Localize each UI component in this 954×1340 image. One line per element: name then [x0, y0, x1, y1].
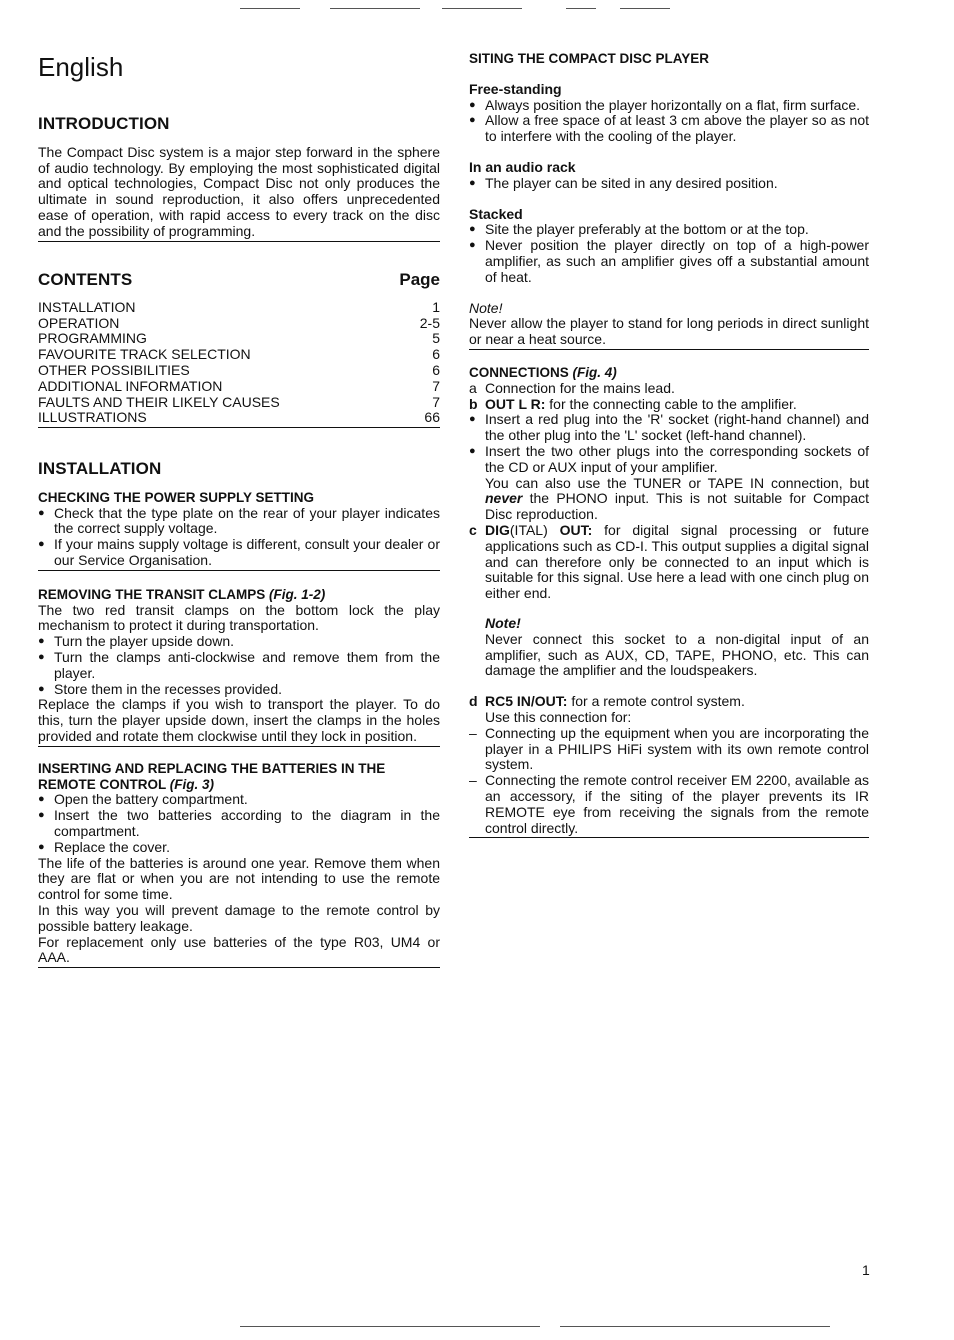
list-item: ● Site the player preferably at the bottom or at the top.	[469, 222, 869, 238]
list-item: ● Store them in the recesses provided.	[38, 682, 440, 698]
list-item: ● Check that the type plate on the rear of your player indicates the correct supply voltage.	[38, 506, 440, 538]
contents-row	[38, 331, 440, 347]
item-label-paren: (ITAL)	[509, 521, 548, 538]
list-item: ● Insert a red plug into the 'R' socket (right-hand channel) and the other plug into the 'L' socket (left-hand channel).	[469, 412, 869, 444]
transit-clamps-heading	[38, 587, 440, 603]
item-label: DIG	[485, 521, 510, 538]
item-text: for the connecting cable to the amplifier.	[549, 395, 797, 412]
item-text: for digital signal processing or future applications such as CD-I. This output supplies a digital signal and can therefore only be connected to an input which is suitable for this signal. Use here a lead with one cinch plug on either end.	[485, 521, 869, 602]
stacked-heading: Stacked	[469, 205, 523, 222]
batteries-list	[38, 792, 440, 855]
extra-text: the PHONO input. This is not suitable for Compact Disc reproduction.	[485, 490, 870, 523]
list-item: ● If your mains supply voltage is different, consult your dealer or our Service Organisation.	[38, 537, 440, 569]
contents-item-page: 6	[432, 361, 440, 378]
extra-text: You can also use the TUNER or TAPE IN connection, but	[485, 474, 869, 491]
connection-item-c	[469, 523, 869, 602]
item-letter: c	[469, 521, 477, 538]
batteries-heading	[38, 761, 440, 793]
audio-rack-heading: In an audio rack	[469, 158, 576, 175]
contents-item-title: INSTALLATION	[38, 298, 136, 315]
stacked-list	[469, 222, 869, 285]
connection-b-extra	[469, 476, 869, 523]
connection-item-d	[469, 694, 869, 710]
item-label: OUT L R:	[485, 395, 546, 412]
batteries-title: INSERTING AND REPLACING THE BATTERIES IN THE REMOTE CONTROL	[38, 760, 386, 792]
contents-item-page: 66	[424, 409, 440, 426]
free-standing-heading: Free-standing	[469, 80, 562, 97]
contents-item-page: 7	[432, 377, 440, 394]
connection-d-sub: Use this connection for:	[485, 708, 632, 725]
contents-row	[38, 379, 440, 395]
siting-note-text: Never allow the player to stand for long periods in direct sunlight or near a heat source.	[469, 316, 869, 350]
transit-clamps-list	[38, 634, 440, 697]
item-letter: d	[469, 693, 478, 710]
list-item: – Connecting the remote control receiver EM 2200, available as an accessory, if the siting of the player prevents its IR REMOTE eye from receiving the signals from the remote control directly.	[469, 773, 869, 836]
connection-c-note	[469, 616, 869, 679]
contents-row	[38, 316, 440, 332]
batteries-life-text: The life of the batteries is around one year. Remove them when they are flat or when you are not intending to use the remote control for some time.	[38, 854, 440, 903]
list-item: ● Insert the two batteries according to the diagram in the compartment.	[38, 808, 440, 840]
connections-section	[469, 365, 869, 838]
installation-section	[38, 461, 440, 968]
note-label: Note!	[485, 614, 521, 631]
contents-row	[38, 347, 440, 363]
free-standing-list	[469, 98, 869, 145]
contents-table	[38, 300, 440, 428]
contents-item-title: ADDITIONAL INFORMATION	[38, 377, 223, 394]
contents-row	[38, 300, 440, 316]
item-letter: b	[469, 395, 478, 412]
contents-item-page: 5	[432, 330, 440, 347]
contents-item-title: OPERATION	[38, 314, 120, 331]
figure-reference: (Fig. 1-2)	[269, 586, 326, 602]
list-item: ● Open the battery compartment.	[38, 792, 440, 808]
siting-note-label: Note!	[469, 299, 503, 316]
item-label: RC5 IN/OUT:	[485, 693, 568, 710]
contents-item-page: 2-5	[419, 314, 440, 331]
introduction-heading: INTRODUCTION	[38, 114, 170, 133]
audio-rack-list	[469, 176, 869, 192]
contents-item-title: OTHER POSSIBILITIES	[38, 361, 190, 378]
list-item: ● Always position the player horizontally on a flat, firm surface.	[469, 98, 869, 114]
contents-page-label: Page	[399, 270, 440, 289]
power-supply-list	[38, 506, 440, 571]
contents-item-title: FAULTS AND THEIR LIKELY CAUSES	[38, 393, 280, 410]
contents-item-page: 1	[432, 298, 440, 315]
transit-clamps-title: REMOVING THE TRANSIT CLAMPS	[38, 586, 266, 602]
list-item: ● The player can be sited in any desired position.	[469, 176, 869, 192]
siting-section	[469, 51, 869, 350]
note-text: Never connect this socket to a non-digital input of an amplifier, such as AUX, CD, TAPE, PHONO, etc. This can damage the amplifier and the loudspeakers.	[485, 630, 869, 679]
contents-item-title: FAVOURITE TRACK SELECTION	[38, 346, 251, 363]
power-supply-heading: CHECKING THE POWER SUPPLY SETTING	[38, 489, 315, 505]
contents-row	[38, 410, 440, 426]
emphasis-text: never	[485, 490, 523, 507]
item-label-out: OUT:	[559, 521, 593, 538]
connection-b-list	[469, 412, 869, 475]
installation-heading: INSTALLATION	[38, 459, 162, 478]
item-letter: a	[469, 379, 477, 396]
item-text: for a remote control system.	[571, 693, 745, 710]
connection-item-a	[469, 381, 869, 397]
batteries-type-text: For replacement only use batteries of the type R03, UM4 or AAA.	[38, 935, 440, 969]
introduction-text: The Compact Disc system is a major step forward in the sphere of audio technology. By employing the most sophisticated digital and optical technologies, Compact Disc not only produces the ultimate in sound reproduction, it also offers unprecedented ease of operation, with rapid access to every track on the disc and the possibility of programming.	[38, 145, 440, 242]
list-item: ● Insert the two other plugs into the corresponding sockets of the CD or AUX input of your amplifier.	[469, 444, 869, 476]
contents-section	[38, 272, 440, 428]
transit-clamps-intro: The two red transit clamps on the bottom lock the play mechanism to protect it during transportation.	[38, 601, 440, 634]
list-item: ● Turn the clamps anti-clockwise and remove them from the player.	[38, 650, 440, 682]
connections-title: CONNECTIONS	[469, 365, 569, 380]
figure-reference: (Fig. 3)	[169, 776, 215, 792]
list-item: ● Replace the cover.	[38, 840, 440, 856]
contents-row	[38, 363, 440, 379]
contents-item-page: 6	[432, 346, 440, 363]
list-item: – Connecting up the equipment when you are incorporating the player in a PHILIPS HiFi system with its own remote control system.	[469, 726, 869, 773]
contents-item-title: ILLUSTRATIONS	[38, 409, 147, 426]
connection-d-list	[469, 726, 869, 839]
contents-heading: CONTENTS	[38, 270, 133, 289]
figure-reference: (Fig. 4)	[572, 365, 617, 380]
contents-item-page: 7	[432, 393, 440, 410]
transit-clamps-outro: Replace the clamps if you wish to transport the player. To do this, turn the player upside down, insert the clamps in the holes provided and rotate them clockwise until they lock in position.	[38, 697, 440, 746]
page-number: 1	[862, 1262, 870, 1278]
connection-item-b	[469, 397, 869, 413]
list-item: ● Turn the player upside down.	[38, 634, 440, 650]
page-language-title: English	[38, 52, 124, 82]
contents-row	[38, 395, 440, 411]
contents-item-title: PROGRAMMING	[38, 330, 147, 347]
connections-heading	[469, 365, 869, 381]
item-text: Connection for the mains lead.	[485, 379, 675, 396]
list-item: ● Allow a free space of at least 3 cm above the player so as not to interfere with the cooling of the player.	[469, 113, 869, 145]
batteries-leakage-text: In this way you will prevent damage to the remote control by possible battery leakage.	[38, 901, 440, 934]
introduction-section	[38, 116, 440, 242]
siting-heading: SITING THE COMPACT DISC PLAYER	[469, 51, 710, 66]
list-item: ● Never position the player directly on top of a high-power amplifier, as such an amplifier gives off a substantial amount of heat.	[469, 238, 869, 285]
